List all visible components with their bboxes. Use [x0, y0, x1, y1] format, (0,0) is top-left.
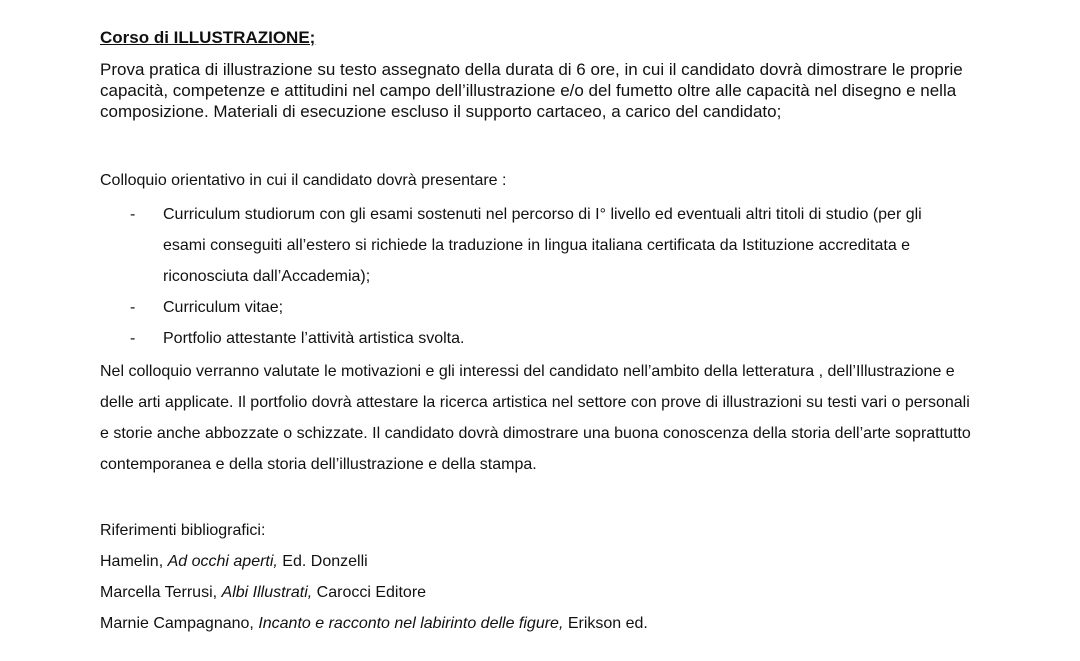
- reference-publisher: Carocci Editore: [312, 584, 427, 601]
- reference-item: [100, 608, 648, 639]
- reference-author: Hamelin,: [100, 553, 168, 570]
- list-item-text: Curriculum studiorum con gli esami sostenuti nel percorso di I° livello ed eventuali altri titoli di studio (per gli esami conseguiti all’estero si richiede la traduzione in lingua italiana certificata da Istituzione accreditata e riconosciuta dall’Accademia);: [163, 206, 922, 285]
- reference-title: Albi Illustrati,: [221, 584, 313, 601]
- document-page: [100, 0, 1000, 661]
- reference-item: [100, 577, 648, 608]
- reference-publisher: Erikson ed.: [563, 615, 648, 632]
- list-item: [100, 292, 1000, 323]
- bibliography-heading: Riferimenti bibliografici:: [100, 522, 266, 539]
- list-item-text: Curriculum vitae;: [163, 299, 284, 316]
- course-title: Corso di ILLUSTRAZIONE;: [100, 28, 316, 47]
- reference-title: Incanto e racconto nel labirinto delle figure,: [258, 615, 564, 632]
- list-item-text: Portfolio attestante l’attività artistica svolta.: [163, 330, 465, 347]
- practical-test-paragraph: Prova pratica di illustrazione su testo assegnato della durata di 6 ore, in cui il candidato dovrà dimostrare le proprie capacità, competenze e attitudini nel campo dell’illustrazione e/o del fumetto oltre alle capacità nel disegno e nella composizione. Materiali di esecuzione escluso il supporto cartaceo, a carico del candidato;: [100, 60, 963, 121]
- evaluation-paragraph: Nel colloquio verranno valutate le motivazioni e gli interessi del candidato nell’ambito della letteratura , dell’Illustrazione e delle arti applicate. Il portfolio dovrà attestare la ricerca artistica nel settore con prove di illustrazioni su testi vari o personali e storie anche abbozzate o schizzate. Il candidato dovrà dimostrare una buona conoscenza della storia dell’arte soprattutto contemporanea e della storia dell’illustrazione e della stampa.: [100, 363, 971, 473]
- reference-item: [100, 546, 648, 577]
- reference-author: Marcella Terrusi,: [100, 584, 222, 601]
- list-dash: -: [130, 330, 136, 347]
- list-dash: -: [130, 206, 136, 223]
- list-dash: -: [130, 299, 136, 316]
- reference-title: Ad occhi aperti,: [167, 553, 278, 570]
- interview-intro: Colloquio orientativo in cui il candidato dovrà presentare :: [100, 172, 507, 189]
- references-list: [100, 546, 648, 639]
- reference-publisher: Ed. Donzelli: [277, 553, 368, 570]
- list-item: [100, 199, 1000, 292]
- requirements-list: [100, 199, 1000, 354]
- list-item: [100, 323, 1000, 354]
- reference-author: Marnie Campagnano,: [100, 615, 259, 632]
